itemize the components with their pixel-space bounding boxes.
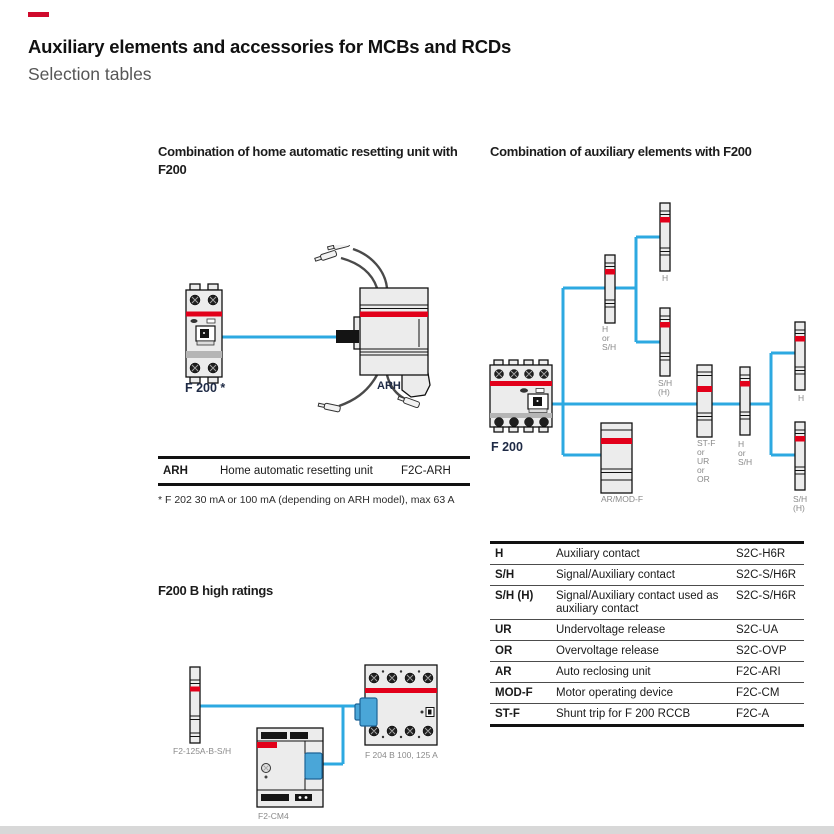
aux-contact-device-icon (793, 422, 807, 513)
device-label: or (738, 448, 746, 458)
cell-description: Signal/Auxiliary contact (556, 569, 675, 581)
diagram-aux-elements-tree (483, 195, 828, 520)
section-heading-resetting-unit: Combination of home automatic resetting unit with F200 (158, 144, 458, 177)
table-row (490, 544, 804, 564)
cell-code: H (495, 548, 504, 560)
section-heading-high-ratings: F200 B high ratings (158, 583, 273, 598)
cell-description: Undervoltage release (556, 624, 666, 636)
page-bottom-bar (0, 826, 834, 834)
device-label: (H) (658, 387, 670, 397)
cell-description: Home automatic resetting unit (220, 465, 373, 477)
aux-contact-device-icon (660, 203, 670, 283)
cell-type: F2C-ARH (401, 465, 451, 477)
aux-contact-device-icon (658, 308, 672, 397)
cell-type: F2C-CM (736, 687, 780, 699)
cell-description: Signal/Auxiliary contact used as auxiliary contact (556, 590, 719, 615)
arh-device-label: ARH (377, 380, 401, 392)
motor-operating-device-icon (257, 728, 323, 821)
device-label: or (697, 465, 705, 475)
aux-contact-device-icon (173, 667, 231, 756)
table-row (490, 703, 804, 724)
cell-type: S2C-H6R (736, 548, 786, 560)
cell-code: S/H (495, 569, 515, 581)
device-label: S/H (602, 342, 617, 352)
arh-connector (336, 330, 359, 343)
aux-contact-device-icon (738, 367, 752, 467)
device-label: F2-125A-B-S/H (173, 746, 232, 756)
cell-code: MOD-F (495, 687, 533, 699)
cell-description: Auto reclosing unit (556, 666, 651, 678)
table-row (490, 661, 804, 682)
wire-ferrule-icon (397, 395, 420, 408)
device-label: or (697, 447, 705, 457)
table-row (158, 459, 470, 483)
device-label: OR (697, 474, 710, 484)
table-row (490, 585, 804, 619)
din-clip (402, 373, 430, 397)
device-label: UR (697, 456, 710, 466)
device-label: F 204 B 100, 125 A (365, 750, 438, 760)
device-label: S/H (793, 494, 808, 504)
cell-description: Auxiliary contact (556, 548, 640, 560)
device-label: (H) (793, 503, 805, 513)
device-label: H (662, 273, 669, 283)
cell-type: S2C-S/H6R (736, 569, 797, 581)
cell-type: F2C-A (736, 708, 770, 720)
cell-type: S2C-S/H6R (736, 590, 797, 602)
cell-type: S2C-OVP (736, 645, 787, 657)
aux-elements-table (490, 541, 804, 727)
f204-rccb-icon (355, 665, 438, 760)
cell-type: F2C-ARI (736, 666, 781, 678)
cell-description: Shunt trip for F 200 RCCB (556, 708, 691, 720)
f200-device-label: F 200 * (185, 381, 226, 395)
cell-code: UR (495, 624, 512, 636)
table-row (490, 640, 804, 661)
device-label: S/H (738, 457, 753, 467)
cell-description: Motor operating device (556, 687, 673, 699)
cell-type: S2C-UA (736, 624, 779, 636)
device-label: S/H (658, 378, 673, 388)
connection-lines (552, 237, 795, 455)
table-row (490, 619, 804, 640)
adapter-connector (360, 698, 377, 726)
device-label: H (798, 393, 805, 403)
f200-device-label: F 200 (491, 440, 523, 454)
ar-modf-device-icon (601, 423, 643, 504)
f200-rcd-icon (185, 284, 225, 395)
cell-code: AR (495, 666, 512, 678)
cell-code: OR (495, 645, 513, 657)
cell-code: ST-F (495, 708, 520, 720)
footnote: * F 202 30 mA or 100 mA (depending on ARH model), max 63 A (158, 494, 455, 506)
diagram-f200b-high-ratings (155, 650, 455, 825)
f200-rcd-icon (490, 360, 552, 454)
page-subtitle: Selection tables (28, 64, 152, 84)
wire (341, 258, 377, 288)
arh-table (158, 456, 470, 486)
page-title: Auxiliary elements and accessories for MCBs and RCDs (28, 36, 512, 57)
release-device-icon (697, 365, 715, 484)
aux-contact-device-icon (795, 322, 805, 403)
wire (339, 375, 377, 406)
device-label: or (602, 333, 610, 343)
wire-ferrule-icon (318, 402, 341, 412)
wire-ferrule-icon (314, 250, 337, 263)
cell-description: Overvoltage release (556, 645, 659, 657)
arh-device-icon (314, 245, 430, 412)
device-label: H (602, 324, 609, 334)
diagram-arh-combination (155, 245, 475, 430)
wire (353, 249, 387, 288)
section-heading-aux-elements: Combination of auxiliary elements with F200 (490, 144, 752, 159)
cell-code: S/H (H) (495, 590, 534, 602)
accent-dash (28, 12, 49, 17)
device-label: ST-F (697, 438, 716, 448)
device-label: F2-CM4 (258, 811, 289, 821)
table-row (490, 682, 804, 703)
wire-ferrule-icon (327, 245, 350, 251)
cell-code: ARH (163, 465, 188, 477)
aux-contact-device-icon (602, 255, 616, 352)
device-label: AR/MOD-F (601, 494, 644, 504)
table-row (490, 564, 804, 585)
adapter-connector (305, 753, 322, 779)
device-label: H (738, 439, 745, 449)
